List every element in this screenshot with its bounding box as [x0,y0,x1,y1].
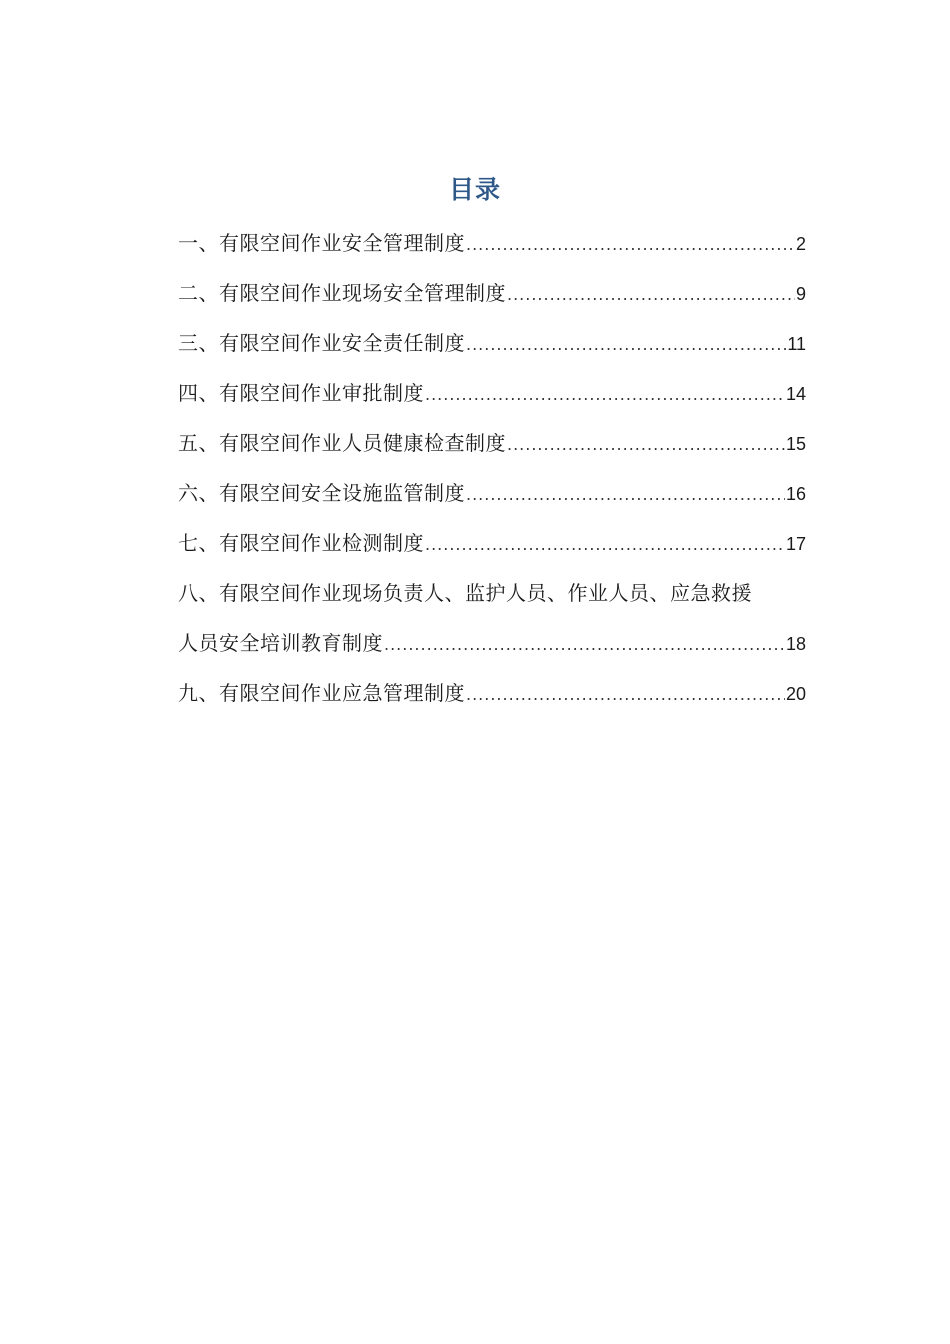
toc-entry-label-line-2: 人员安全培训教育制度 [178,631,383,655]
toc-entry-label: 四、有限空间作业审批制度 [178,381,424,405]
toc-entry-2[interactable] [178,273,806,323]
toc-entry-label-line-1: 八、有限空间作业现场负责人、监护人员、作业人员、应急救援 [178,581,752,605]
toc-entry-5[interactable] [178,423,806,473]
toc-entry-label: 二、有限空间作业现场安全管理制度 [178,281,506,305]
dot-leader [507,275,795,315]
dot-leader [507,425,785,465]
toc-entry-4[interactable] [178,373,806,423]
toc-entry-8-line-2[interactable] [178,623,806,673]
toc-page-number: 16 [785,484,806,504]
toc-entry-label: 九、有限空间作业应急管理制度 [178,681,465,705]
dot-leader [466,325,786,365]
toc-entry-label: 七、有限空间作业检测制度 [178,531,424,555]
toc-entry-8-line-1[interactable] [178,573,806,623]
dot-leader [425,375,785,415]
toc-entry-label: 三、有限空间作业安全责任制度 [178,331,465,355]
toc-title: 目录 [448,175,501,204]
toc-page-number: 14 [785,384,806,404]
dot-leader [466,675,785,715]
dot-leader [425,525,785,565]
toc-entry-6[interactable] [178,473,806,523]
dot-leader [466,225,795,265]
toc-page-number: 9 [795,284,806,304]
toc-page-number: 11 [787,334,806,354]
toc-entry-1[interactable] [178,223,806,273]
toc-page-number: 20 [785,684,806,704]
dot-leader [466,475,785,515]
toc-entry-9[interactable] [178,673,806,723]
toc-page-number: 18 [785,634,806,654]
toc-entry-3[interactable] [178,323,806,373]
toc-page-number: 2 [795,234,806,254]
toc-entry-label: 五、有限空间作业人员健康检查制度 [178,431,506,455]
dot-leader [384,625,785,665]
table-of-contents [178,223,806,723]
toc-entry-label: 六、有限空间安全设施监管制度 [178,481,465,505]
toc-entry-7[interactable] [178,523,806,573]
toc-page-number: 17 [785,534,806,554]
toc-entry-label: 一、有限空间作业安全管理制度 [178,231,465,255]
toc-page-number: 15 [785,434,806,454]
